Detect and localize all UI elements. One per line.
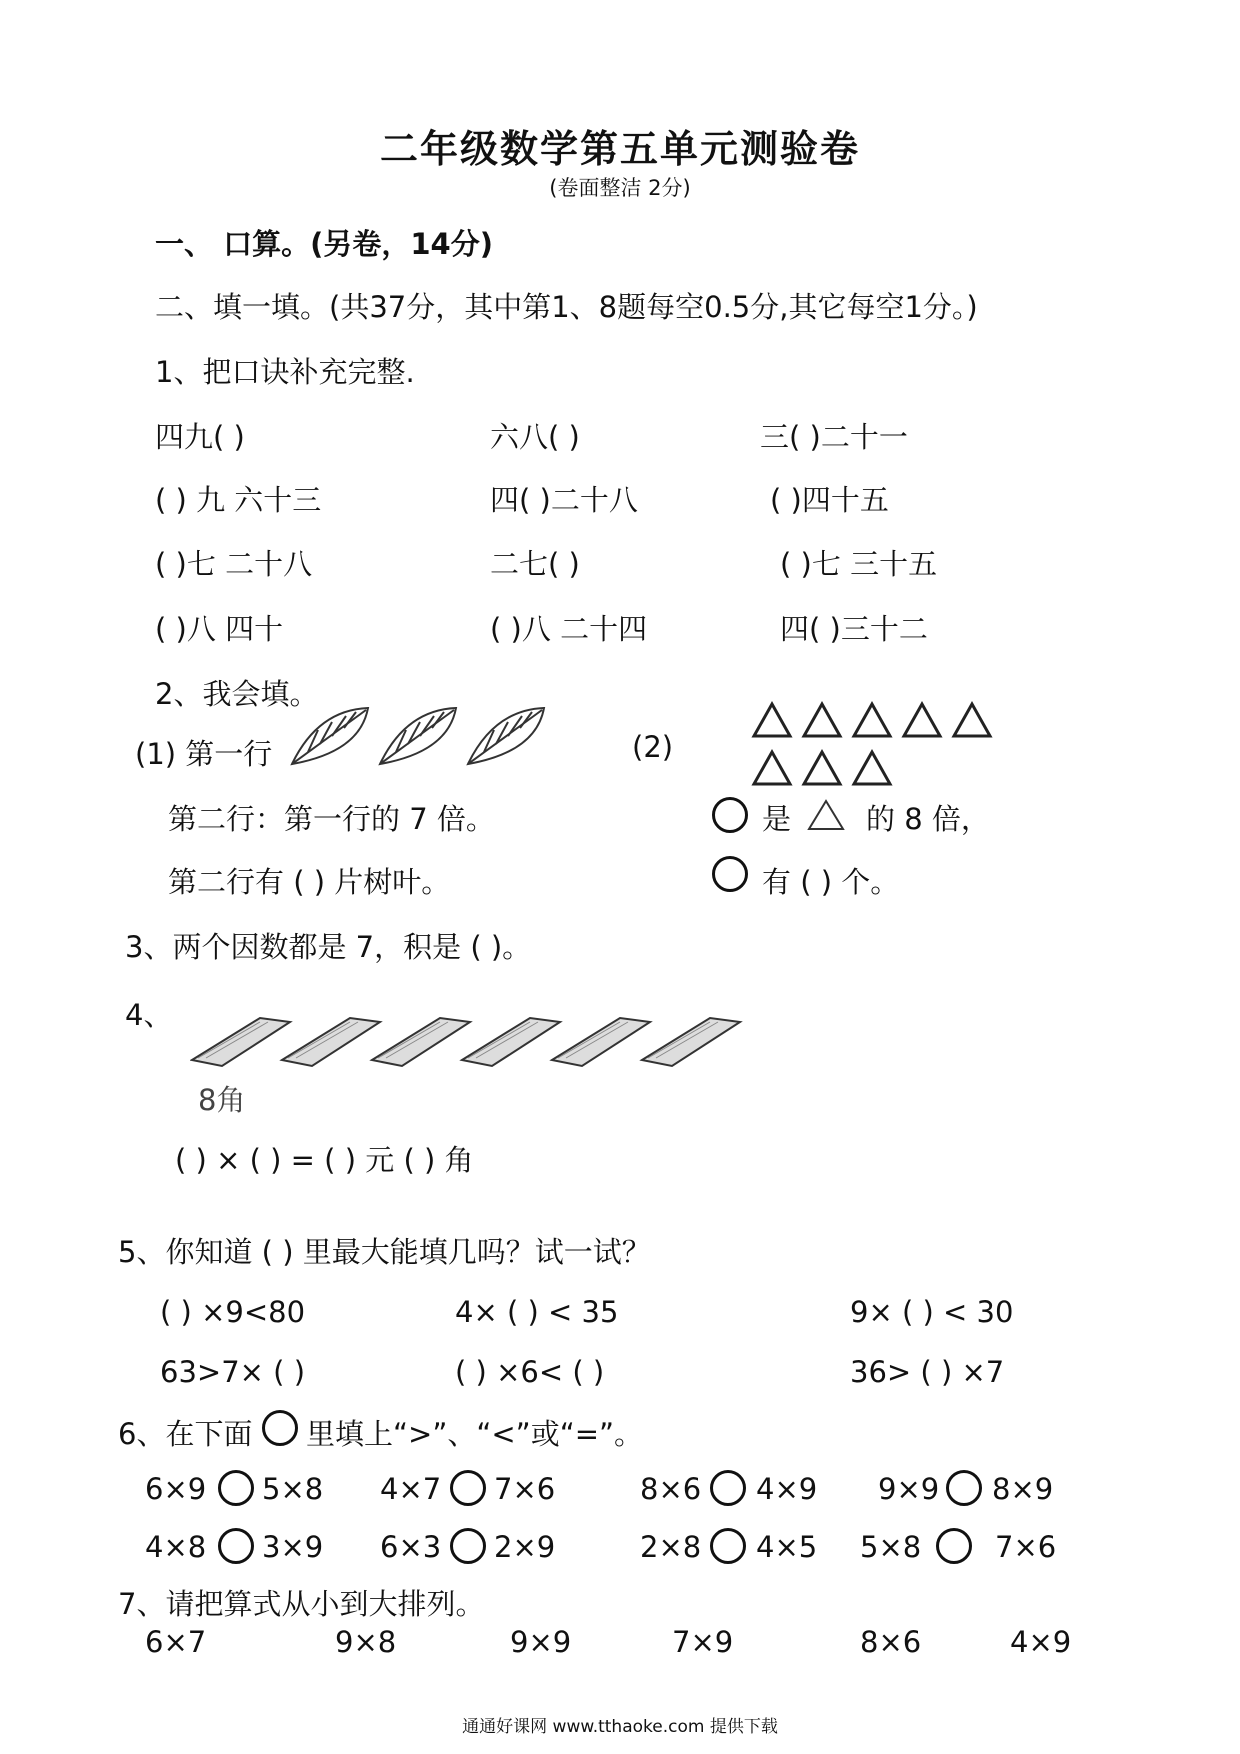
q6-right: 4×5 <box>756 1530 818 1564</box>
compare-circle[interactable] <box>450 1528 486 1564</box>
q1-cell: 三( )二十一 <box>760 420 908 454</box>
triangle-icon <box>806 798 846 832</box>
q2-part2-line2a: 是 <box>762 802 792 836</box>
q1-prompt: 1、把口诀补充完整. <box>155 355 415 389</box>
triangle-icon <box>954 704 990 736</box>
q6-left: 2×8 <box>640 1530 702 1564</box>
q5-cell: ( ) ×6< ( ) <box>455 1355 605 1389</box>
q2-part2-label: (2) <box>632 730 674 764</box>
q1-cell: ( )七 二十八 <box>155 547 313 581</box>
compare-circle[interactable] <box>710 1470 746 1506</box>
circle-icon <box>712 797 748 833</box>
q2-part1-label: (1) 第一行 <box>135 737 273 771</box>
circle-icon <box>712 856 748 892</box>
q4-equation: ( ) × ( ) = ( ) 元 ( ) 角 <box>175 1143 474 1177</box>
q2-prompt: 2、我会填。 <box>155 677 319 711</box>
q6-prompt-b: 里填上“>”、“<”或“=”。 <box>306 1417 644 1451</box>
rulers-illustration <box>190 1008 780 1070</box>
q3-prompt: 3、两个因数都是 7，积是 ( )。 <box>125 930 532 964</box>
q6-left: 9×9 <box>878 1472 940 1506</box>
q5-cell: ( ) ×9<80 <box>160 1295 306 1329</box>
q6-prompt-a: 6、在下面 <box>118 1417 253 1451</box>
compare-circle[interactable] <box>450 1470 486 1506</box>
q2-part2-line2b: 的 8 倍， <box>866 802 990 836</box>
q6-right: 8×9 <box>992 1472 1054 1506</box>
section-1-heading: 一、 口算。(另卷，14分) <box>155 227 493 261</box>
leaf-icon <box>380 708 456 764</box>
q7-item: 6×7 <box>145 1625 207 1659</box>
q6-left: 4×8 <box>145 1530 207 1564</box>
q6-right: 5×8 <box>262 1472 324 1506</box>
ruler-icon <box>552 1018 650 1066</box>
q6-right: 2×9 <box>494 1530 556 1564</box>
q4-prompt: 4、 <box>125 998 173 1032</box>
circle-icon <box>262 1410 298 1446</box>
q6-right: 7×6 <box>494 1472 556 1506</box>
q7-item: 7×9 <box>672 1625 734 1659</box>
triangle-icon <box>754 704 790 736</box>
q7-item: 4×9 <box>1010 1625 1072 1659</box>
q7-item: 9×9 <box>510 1625 572 1659</box>
q1-cell: 四( )三十二 <box>780 612 928 646</box>
compare-circle[interactable] <box>946 1470 982 1506</box>
q1-cell: ( )四十五 <box>770 483 889 517</box>
q7-item: 8×6 <box>860 1625 922 1659</box>
q6-left: 6×3 <box>380 1530 442 1564</box>
q1-cell: ( )八 二十四 <box>490 612 648 646</box>
q1-cell: 二七( ) <box>490 547 580 581</box>
leaves-illustration <box>288 700 558 770</box>
q6-left: 6×9 <box>145 1472 207 1506</box>
page-footer: 通通好课网 www.tthaoke.com 提供下载 <box>462 1717 778 1737</box>
q6-left: 5×8 <box>860 1530 922 1564</box>
q2-part2-line3: 有 ( ) 个。 <box>762 865 900 899</box>
q6-right: 7×6 <box>995 1530 1057 1564</box>
compare-circle[interactable] <box>710 1528 746 1564</box>
section-2-heading: 二、填一填。(共37分，其中第1、8题每空0.5分,其它每空1分。) <box>155 290 978 324</box>
q6-left: 8×6 <box>640 1472 702 1506</box>
q6-right: 4×9 <box>756 1472 818 1506</box>
ruler-icon <box>192 1018 290 1066</box>
ruler-icon <box>462 1018 560 1066</box>
compare-circle[interactable] <box>218 1470 254 1506</box>
ruler-icon <box>372 1018 470 1066</box>
q5-cell: 36> ( ) ×7 <box>850 1355 1005 1389</box>
q4-price-label: 8角 <box>198 1083 246 1117</box>
q5-cell: 63>7× ( ) <box>160 1355 306 1389</box>
q6-left: 4×7 <box>380 1472 442 1506</box>
ruler-icon <box>282 1018 380 1066</box>
q1-cell: ( )七 三十五 <box>780 547 938 581</box>
triangle-icon <box>854 752 890 784</box>
triangle-icon <box>754 752 790 784</box>
q7-prompt: 7、请把算式从小到大排列。 <box>118 1587 485 1621</box>
q1-cell: ( ) 九 六十三 <box>155 483 322 517</box>
circle-icon <box>712 856 748 892</box>
q2-part1-line2: 第二行：第一行的 7 倍。 <box>168 802 495 836</box>
q1-cell: 四九( ) <box>155 420 245 454</box>
leaf-icon <box>292 708 368 764</box>
page-subtitle: (卷面整洁 2分) <box>549 176 691 200</box>
triangle-icon <box>804 704 840 736</box>
ruler-icon <box>642 1018 740 1066</box>
triangle-icon <box>904 704 940 736</box>
q2-part1-line3: 第二行有 ( ) 片树叶。 <box>168 865 451 899</box>
compare-circle[interactable] <box>936 1528 972 1564</box>
q7-item: 9×8 <box>335 1625 397 1659</box>
triangle-icon <box>854 704 890 736</box>
q1-cell: 四( )二十八 <box>490 483 638 517</box>
q5-cell: 4× ( ) < 35 <box>455 1295 619 1329</box>
leaf-icon <box>468 708 544 764</box>
circle-icon <box>712 797 748 833</box>
q6-right: 3×9 <box>262 1530 324 1564</box>
triangles-illustration <box>750 700 1000 790</box>
q5-cell: 9× ( ) < 30 <box>850 1295 1014 1329</box>
q1-cell: ( )八 四十 <box>155 612 284 646</box>
triangle-icon <box>804 752 840 784</box>
compare-circle[interactable] <box>218 1528 254 1564</box>
page-title: 二年级数学第五单元测验卷 <box>379 127 860 171</box>
q1-cell: 六八( ) <box>490 420 580 454</box>
q5-prompt: 5、你知道 ( ) 里最大能填几吗？试一试？ <box>118 1235 651 1269</box>
